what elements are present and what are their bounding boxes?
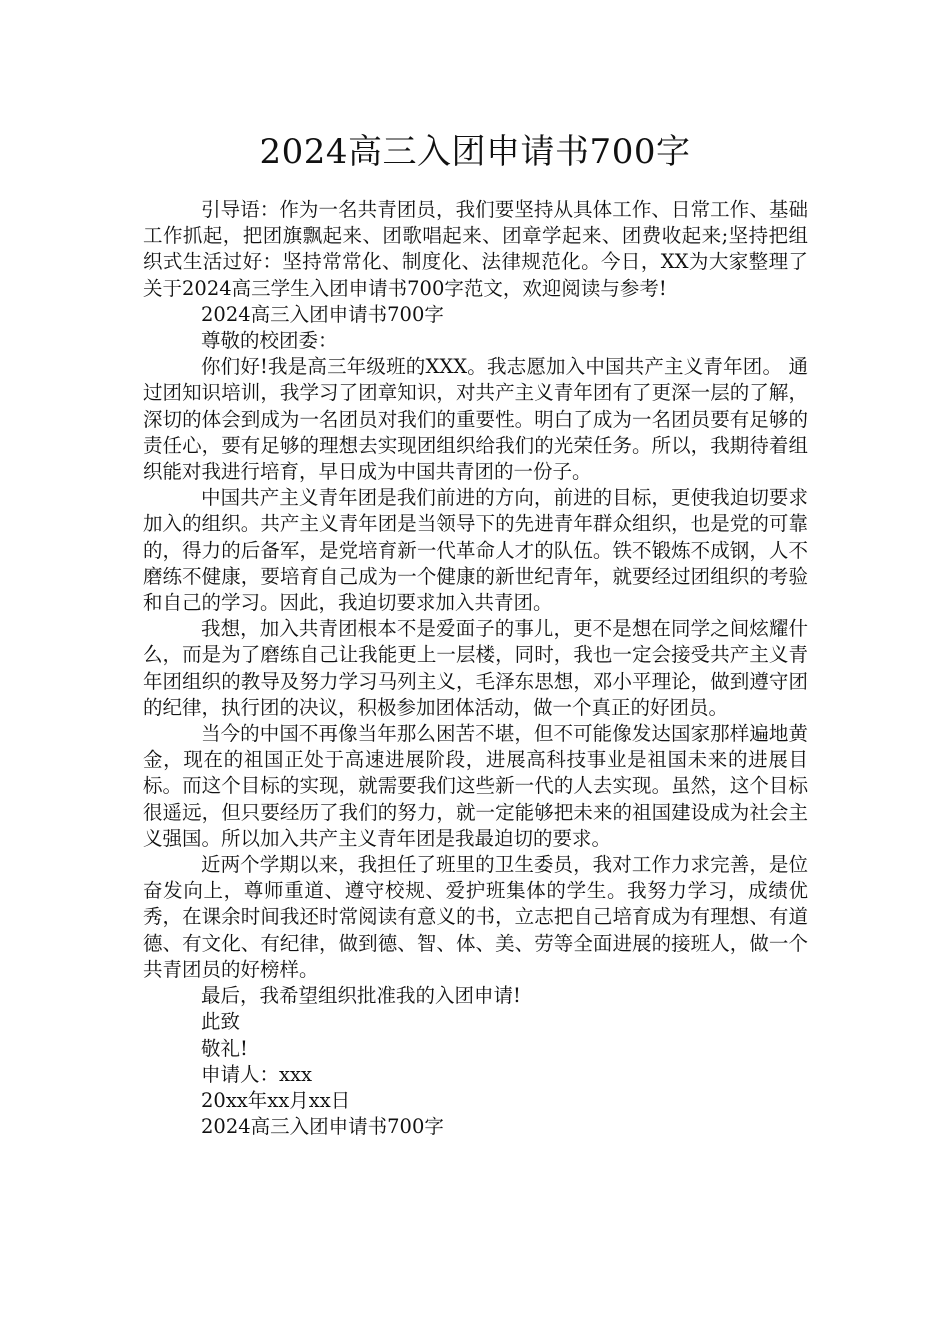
salutation-line: 尊敬的校团委： — [201, 329, 338, 353]
applicant-line: 申请人：xxx — [201, 1062, 312, 1086]
document-title: 2024高三入团申请书700字 — [259, 132, 691, 172]
footer-line: 2024高三入团申请书700字 — [201, 1115, 444, 1139]
body-paragraph: 中国共产主义青年团是我们前进的方向，前进的目标，更使我迫切要求加入的组织。共产主义青年团是当领导下的先进青年群众组织，也是党的可靠的，得力的后备军，是党培育新一代革命人才的队伍。铁不锻炼不成钢，人不磨练不健康，要培育自己成为一个健康的新世纪青年，就要经过团组织的考验和自己的学习。因此，我迫切要求加入共青团。 — [143, 486, 808, 615]
body-paragraph: 我想，加入共青团根本不是爱面子的事儿，更不是想在同学之间炫耀什么，而是为了磨练自己让我能更上一层楼，同时，我也一定会接受共产主义青年团组织的教导及努力学习马列主义，毛泽东思想，邓小平理论，做到遵守团的纪律，执行团的决议，积极参加团体活动，做一个真正的好团员。 — [143, 617, 808, 719]
regards-line: 此致 — [201, 1010, 241, 1034]
intro-paragraph: 引导语：作为一名共青团员，我们要坚持从具体工作、日常工作、基础工作抓起，把团旗飘起来、团歌唱起来、团章学起来、团费收起来;坚持把组织式生活过好：坚持常常化、制度化、法律规范化。今日，XX为大家整理了关于2024高三学生入团申请书700字范文，欢迎阅读与参考! — [143, 198, 808, 300]
body-paragraph: 近两个学期以来，我担任了班里的卫生委员，我对工作力求完善，是位奋发向上，尊师重道、遵守校规、爱护班集体的学生。我努力学习，成绩优秀，在课余时间我还时常阅读有意义的书，立志把自己培育成为有理想、有道德、有文化、有纪律，做到德、智、体、美、劳等全面进展的接班人，做一个共青团员的好榜样。 — [143, 853, 808, 981]
body-paragraph: 当今的中国不再像当年那么困苦不堪，但不可能像发达国家那样遍地黄金，现在的祖国正处于高速进展阶段，进展高科技事业是祖国未来的进展目标。而这个目标的实现，就需要我们这些新一代的人去实现。虽然，这个目标很遥远，但只要经历了我们的努力，就一定能够把未来的祖国建设成为社会主义强国。所以加入共产主义青年团是我最迫切的要求。 — [143, 722, 808, 850]
date-line: 20xx年xx月xx日 — [201, 1088, 351, 1112]
body-paragraph: 你们好!我是高三年级班的XXX。我志愿加入中国共产主义青年团。 通过团知识培训，我学习了团章知识，对共产主义青年团有了更深一层的了解， 深切的体会到成为一名团员对我们的重要性。明白了成为一名团员要有足够的责任心，要有足够的理想去实现团组织给我们的光荣任务。所以，我期待着组织能对我进行培育，早日成为中国共青团的一份子。 — [143, 355, 808, 484]
document-body — [143, 197, 808, 1140]
closing-line: 最后，我希望组织批准我的入团申请! — [201, 984, 521, 1008]
subtitle-line: 2024高三入团申请书700字 — [201, 302, 444, 326]
regards-line-2: 敬礼! — [201, 1036, 248, 1060]
